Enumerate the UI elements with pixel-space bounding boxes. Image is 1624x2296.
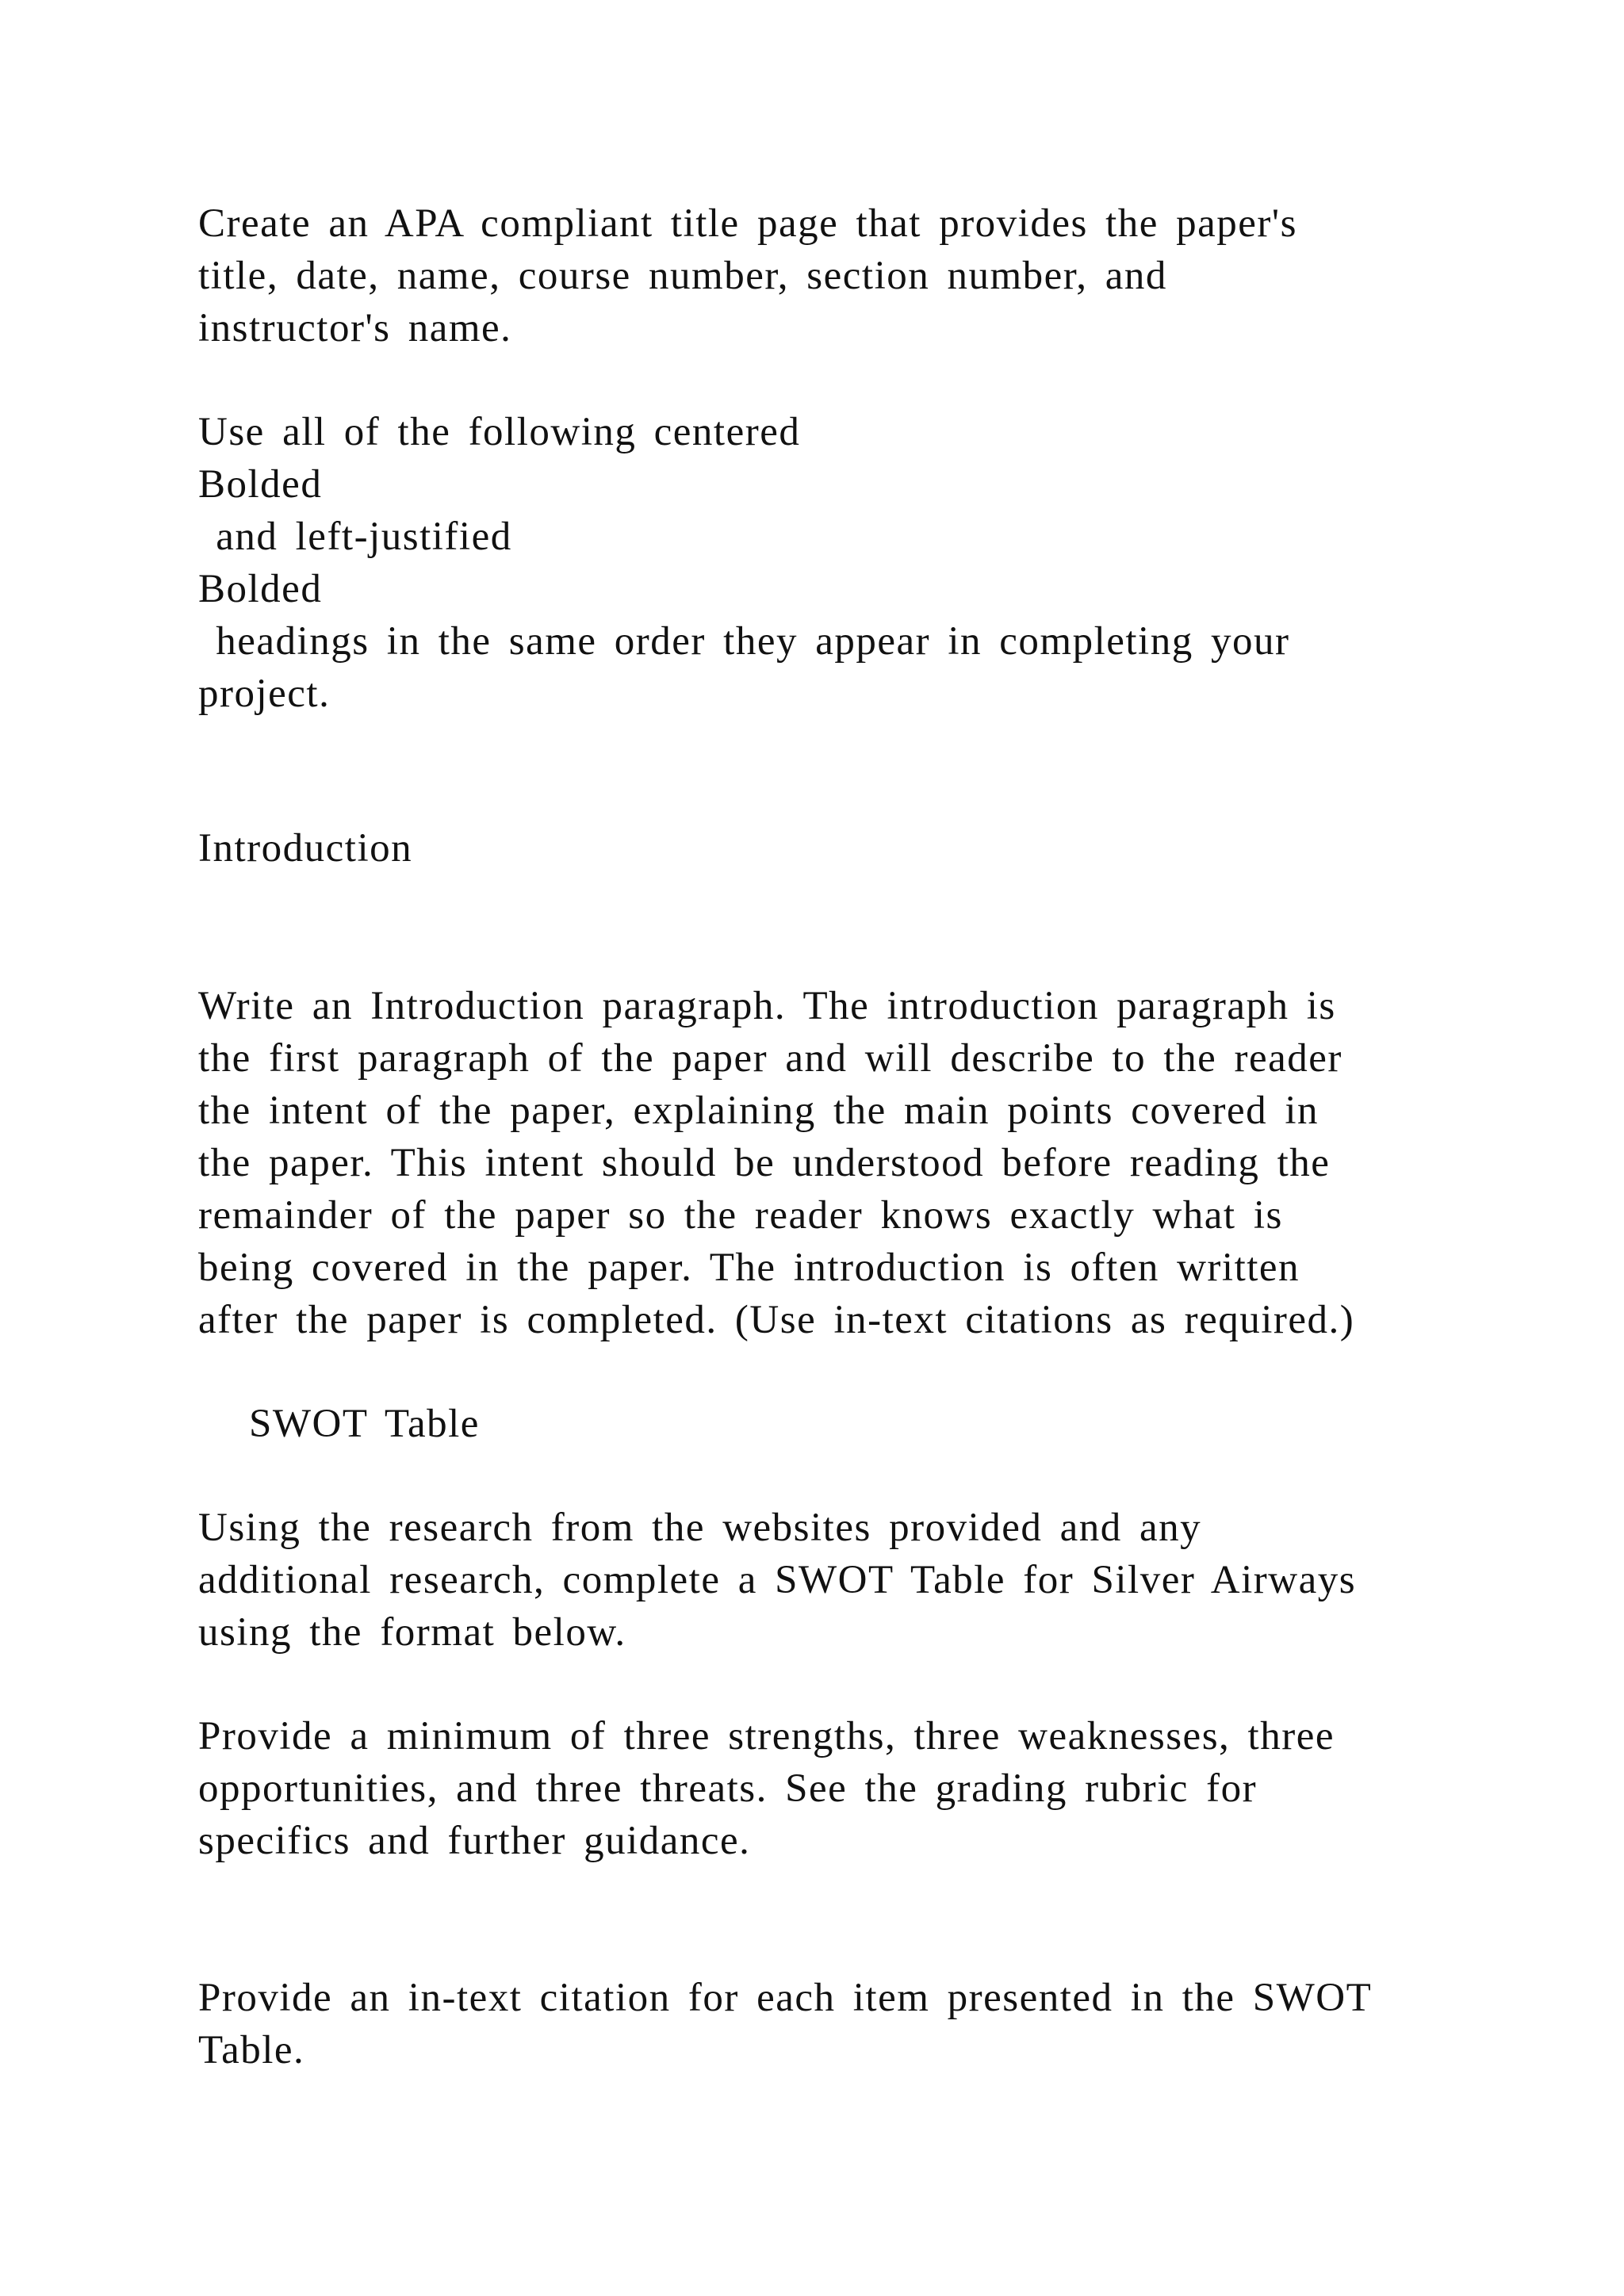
text-line: remainder of the paper so the reader knows exactly what is	[198, 1193, 1283, 1238]
text-line: project.	[198, 672, 331, 716]
text-line: using the format below.	[198, 1610, 626, 1655]
text-line: headings in the same order they appear in completing your	[198, 619, 1290, 664]
text-line: specifics and further guidance.	[198, 1819, 751, 1863]
text-line: the intent of the paper, explaining the main points covered in	[198, 1089, 1320, 1133]
swot-heading-text: SWOT Table	[249, 1402, 480, 1446]
text-line: title, date, name, course number, section number, and	[198, 254, 1167, 298]
text-line: additional research, complete a SWOT Table for Silver Airways	[198, 1558, 1357, 1602]
text-line: being covered in the paper. The introduction is often written	[198, 1246, 1300, 1290]
text-line: Write an Introduction paragraph. The introduction paragraph is	[198, 984, 1336, 1028]
swot-research-paragraph	[198, 1502, 1499, 1659]
text-line: after the paper is completed. (Use in-text citations as required.)	[198, 1298, 1355, 1342]
text-line: and left-justified	[198, 515, 512, 559]
text-line: Provide an in-text citation for each item presented in the SWOT	[198, 1976, 1373, 2020]
swot-minimum-paragraph	[198, 1710, 1499, 1867]
text-line: the first paragraph of the paper and will describe to the reader	[198, 1036, 1342, 1081]
text-line: Use all of the following centered	[198, 410, 801, 454]
text-line: Using the research from the websites provided and any	[198, 1506, 1202, 1550]
introduction-heading	[198, 822, 1499, 874]
text-line: opportunities, and three threats. See the grading rubric for	[198, 1766, 1258, 1811]
swot-heading	[198, 1398, 1499, 1450]
text-line: Bolded	[198, 567, 323, 611]
text-line: Create an APA compliant title page that provides the paper's	[198, 201, 1297, 246]
text-line: the paper. This intent should be understood before reading the	[198, 1141, 1331, 1185]
title-page-instructions	[198, 197, 1499, 354]
text-line: instructor's name.	[198, 306, 512, 350]
headings-instructions	[198, 406, 1499, 720]
introduction-heading-text: Introduction	[198, 826, 413, 871]
swot-citation-paragraph	[198, 1972, 1499, 2076]
text-line: Bolded	[198, 462, 323, 507]
introduction-paragraph	[198, 980, 1499, 1346]
text-line: Provide a minimum of three strengths, three weaknesses, three	[198, 1714, 1335, 1758]
text-line: Table.	[198, 2028, 305, 2072]
